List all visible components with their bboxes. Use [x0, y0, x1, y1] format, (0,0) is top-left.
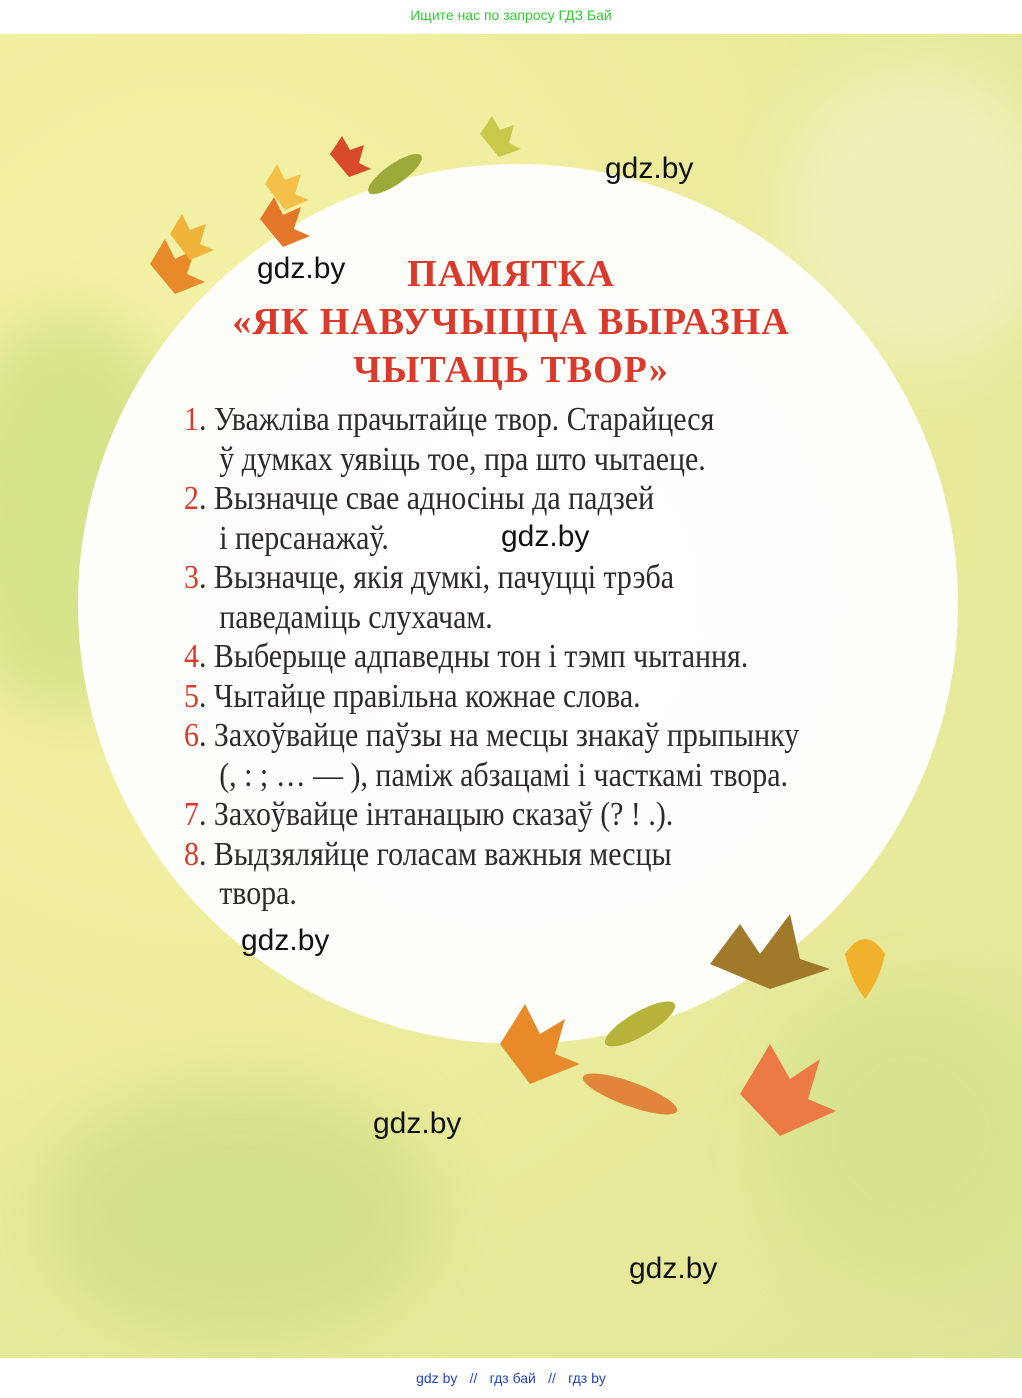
footer-link[interactable]: gdz by [416, 1370, 458, 1386]
leaf-icon [710, 914, 830, 989]
footer-separator: // [548, 1370, 556, 1386]
leaf-icon [480, 116, 521, 157]
leaf-icon [740, 1044, 836, 1136]
list-item-continuation: (, : ; … — ), паміж абзацамі і часткамі твора. [219, 756, 788, 794]
list-item-continuation: паведаміць слухачам. [219, 598, 493, 636]
promo-bar [0, 0, 1022, 34]
list-item: 7. Захоўвайце інтанацыю сказаў (? ! .). [184, 796, 674, 833]
leaf-icon [579, 1066, 681, 1123]
list-item: 1. Уважліва прачытайце твор. Старайцеся [184, 401, 715, 438]
list-item-continuation: і персанажаў. [219, 519, 389, 557]
watermark: gdz.by [257, 252, 346, 285]
footer [0, 1358, 1022, 1397]
list-item-continuation: ў думках уявіць тое, пра што чытаеце. [219, 440, 706, 478]
leaf-icon [330, 136, 371, 177]
watermark: gdz.by [373, 1107, 462, 1140]
list-item: 6. Захоўвайце паўзы на месцы знакаў прыпынку [184, 717, 800, 754]
footer-link[interactable]: гдз by [568, 1370, 606, 1386]
promo-text: Ищите нас по запросу ГДЗ Бай [410, 7, 612, 23]
footer-separator: // [469, 1370, 478, 1386]
footer-link[interactable]: гдз бай [489, 1370, 536, 1386]
leaf-icon [170, 214, 214, 260]
watermark: gdz.by [501, 520, 590, 553]
list-item: 3. Вызначце, якія думкі, пачуцці трэба [184, 559, 674, 596]
watermark: gdz.by [605, 152, 694, 185]
memo-title-line-3: ЧЫТАЦЬ ТВОР» [353, 349, 669, 391]
list-item: 8. Выдзяляйце голасам важныя месцы [184, 835, 672, 873]
memo-title-line-2: «ЯК НАВУЧЫЦЦА ВЫРАЗНА [232, 301, 790, 343]
leaf-icon [500, 1004, 580, 1084]
watermark: gdz.by [241, 924, 330, 957]
watermark: gdz.by [629, 1252, 718, 1285]
list-item: 4. Выберыце адпаведны тон і тэмп чытання. [184, 638, 749, 675]
list-item: 2. Вызначце свае адносіны да падзей [184, 480, 655, 517]
memo-title-line-1: ПАМЯТКА [407, 253, 615, 295]
leaf-icon [599, 994, 680, 1055]
list-item-continuation: твора. [219, 875, 297, 912]
leaf-icon [845, 939, 885, 999]
autumn-leaves-illustration [0, 34, 1022, 1358]
leaf-icon [363, 147, 427, 200]
list-item: 5. Чытайце правільна кожнае слова. [184, 677, 641, 715]
